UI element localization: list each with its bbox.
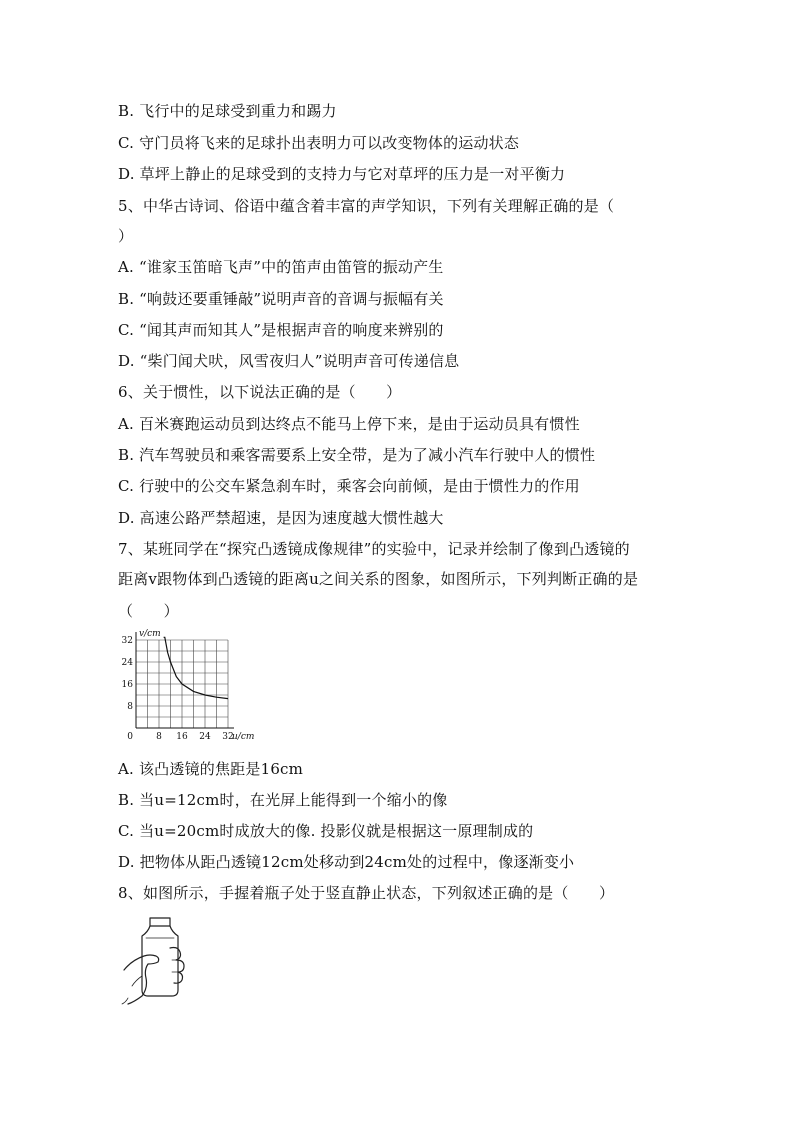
bottle-neck [142,926,178,996]
q7-option-a: A. 该凸透镜的焦距是16cm [118,760,304,778]
y-tick-label: 32 [121,636,133,646]
graph-labels [122,629,255,742]
x-tick-label: 8 [156,732,162,742]
q4-option-b: B. 飞行中的足球受到重力和踢力 [118,102,337,120]
q7-option-c: C. 当u=20cm时成放大的像. 投影仪就是根据这一原理制成的 [118,822,534,840]
y-tick-label: 24 [121,658,133,668]
lens-graph [118,628,268,746]
q6-option-d: D. 高速公路严禁超速，是因为速度越大惯性越大 [118,509,444,527]
graph-curve [164,637,228,698]
y-axis-label: v/cm [139,629,161,639]
q5-stem: 5、中华古诗词、俗语中蕴含着丰富的声学知识，下列有关理解正确的是（ [118,197,615,215]
x-tick-label: 32 [222,732,234,742]
q7-option-b: B. 当u=12cm时，在光屏上能得到一个缩小的像 [118,791,448,809]
hand-holding-bottle-illustration [120,914,195,1006]
q7-stem-2: 距离v跟物体到凸透镜的距离u之间关系的图象，如图所示，下列判断正确的是 [118,570,639,588]
y-tick-label: 8 [127,702,133,712]
q6-option-c: C. 行驶中的公交车紧急刹车时，乘客会向前倾，是由于惯性力的作用 [118,477,580,495]
q7-stem-3: （ ） [118,602,179,620]
x-tick-label: 16 [176,732,188,742]
q4-option-c: C. 守门员将飞来的足球扑出表明力可以改变物体的运动状态 [118,134,520,152]
q5-option-b: B. “响鼓还要重锤敲”说明声音的音调与振幅有关 [118,290,444,308]
q6-option-b: B. 汽车驾驶员和乘客需要系上安全带，是为了减小汽车行驶中人的惯性 [118,446,596,464]
q6-option-a: A. 百米赛跑运动员到达终点不能马上停下来，是由于运动员具有惯性 [118,415,580,433]
q8-stem: 8、如图所示，手握着瓶子处于竖直静止状态，下列叙述正确的是（ ） [118,884,615,902]
q5-option-c: C. “闻其声而知其人”是根据声音的响度来辨别的 [118,321,444,339]
hand-fingers [170,948,184,984]
hand-palm [124,955,159,1004]
q5-stem-cont: ） [118,227,134,245]
y-tick-label: 16 [121,680,133,690]
q7-stem-1: 7、某班同学在“探究凸透镜成像规律”的实验中，记录并绘制了像到凸透镜的 [118,540,630,558]
q7-option-d: D. 把物体从距凸透镜12cm处移动到24cm处的过程中，像逐渐变小 [118,853,575,871]
q5-option-a: A. “谁家玉笛暗飞声”中的笛声由笛管的振动产生 [118,258,444,276]
origin-label: 0 [127,732,133,742]
x-axis-label: u/cm [232,732,255,742]
curve-v-vs-u [164,637,228,698]
graph-axes [136,632,234,728]
bottle-cap [150,918,170,926]
x-tick-label: 24 [199,732,211,742]
q4-option-d: D. 草坪上静止的足球受到的支持力与它对草坪的压力是一对平衡力 [118,165,566,183]
q6-stem: 6、关于惯性，以下说法正确的是（ ） [118,383,402,401]
q5-option-d: D. “柴门闻犬吠，风雪夜归人”说明声音可传递信息 [118,352,460,370]
